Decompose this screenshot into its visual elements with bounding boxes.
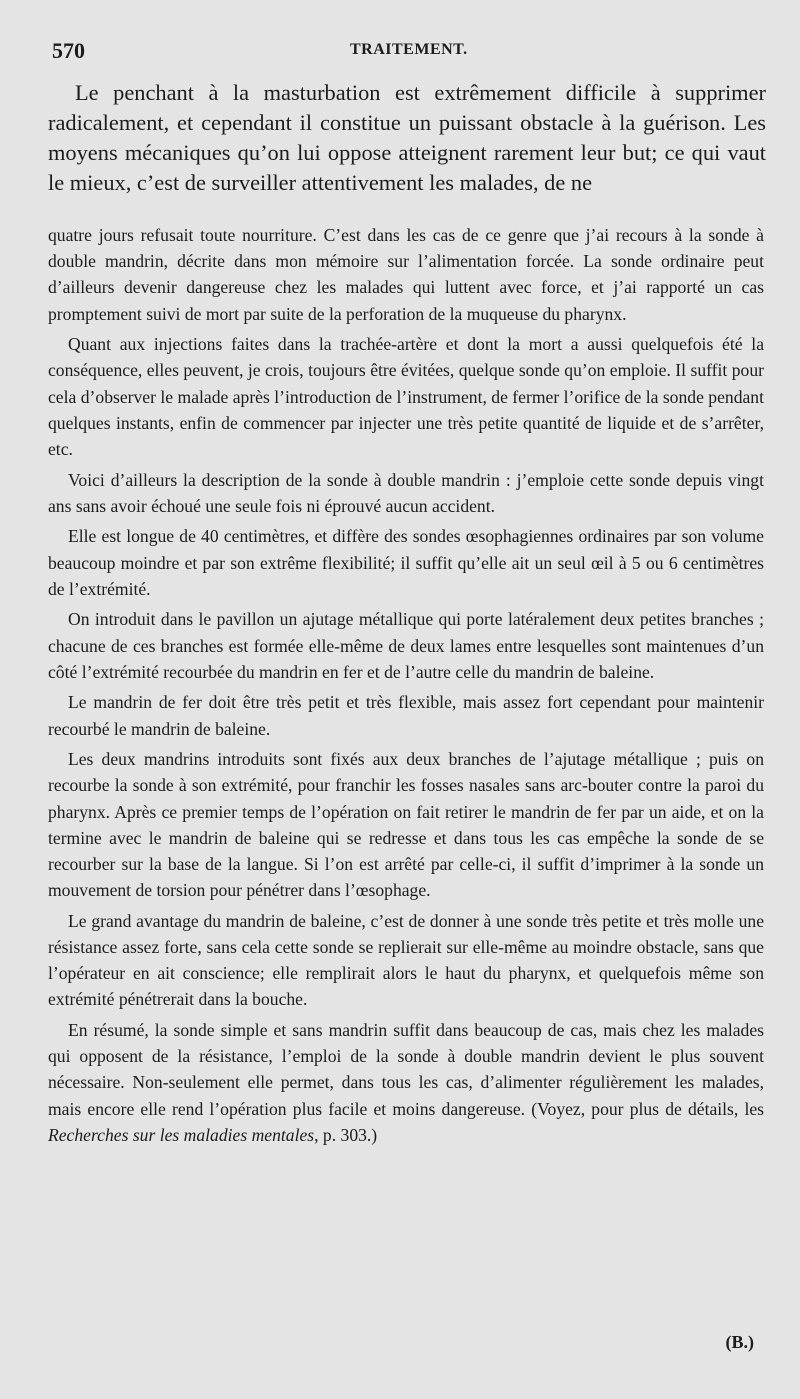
paragraph-4: Elle est longue de 40 centimètres, et diffère des sondes œsophagiennes ordinaires par son volume beaucoup moindre et par son extrême flexibilité; il suffit qu’elle ait un seul œil à 5 ou 6 centimètres de l’extrémité. xyxy=(48,526,764,599)
paragraph-5: On introduit dans le pavillon un ajutage métallique qui porte latéralement deux petites branches ; chacune de ces branches est formée elle-même de deux lames entre lesquelles sont maintenues d’un côté l’extrémité recourbée du mandrin en fer et de l’autre celle du mandrin de baleine. xyxy=(48,609,764,682)
cited-work-title: Recherches sur les maladies mentales xyxy=(48,1124,315,1145)
author-signature: (B.) xyxy=(725,1332,754,1352)
paragraph-9 xyxy=(48,1017,764,1148)
paragraph-2: Quant aux injections faites dans la trachée-artère et dont la mort a aussi quelquefois été la conséquence, elles peuvent, je crois, toujours être évitées, quelque sonde qu’on emploie. Il suffit pour cela d’observer le malade après l’introduction de l’instrument, de fermer l’orifice de la sonde pendant quelques instants, enfin de commencer par injecter une très petite quantité de liquide et de s’arrêter, etc. xyxy=(48,334,764,460)
paragraph-6: Le mandrin de fer doit être très petit et très flexible, mais assez fort cependant pour maintenir recourbé le mandrin de baleine. xyxy=(48,692,764,739)
paragraph-3: Voici d’ailleurs la description de la sonde à double mandrin : j’emploie cette sonde depuis vingt ans sans avoir échoué une seule fois ni éprouvé aucun accident. xyxy=(48,469,764,516)
paragraph-9-text: En résumé, la sonde simple et sans mandrin suffit dans beaucoup de cas, mais chez les malades qui opposent de la résistance, l’emploi de la sonde à double mandrin devient le plus souvent nécessaire. Non-seulement elle permet, dans tous les cas, d’alimenter régulièrement les malades, mais encore elle rend l’opération plus facile et moins dangereuse. (Voyez, pour plus de détails, les xyxy=(48,1020,764,1119)
citation-end: , p. 303.) xyxy=(314,1124,378,1145)
paragraph-7: Les deux mandrins introduits sont fixés aux deux branches de l’ajutage métallique ; puis on recourbe la sonde à son extrémité, pour franchir les fosses nasales sans arc-bouter contre la paroi du pharynx. Après ce premier temps de l’opération on fait retirer le mandrin de fer par un aide, et on la termine avec le mandrin de baleine qui se redresse et dans tous les cas empêche la sonde de se recourber sur la base de la langue. Si l’on est arrêté par celle-ci, il suffit d’imprimer à la sonde un mouvement de torsion pour pénétrer dans l’œsophage. xyxy=(48,749,764,901)
page-number: 570 xyxy=(52,38,85,63)
paragraph-8: Le grand avantage du mandrin de baleine, c’est de donner à une sonde très petite et très molle une résistance assez forte, sans cela cette sonde se replierait sur elle-même au moindre obstacle, sans que l’opérateur en ait conscience; elle remplirait alors le haut du pharynx, et quelquefois même son extrémité pénétrerait dans la bouche. xyxy=(48,910,764,1010)
running-title: TRAITEMENT. xyxy=(350,41,468,58)
body-text xyxy=(48,222,764,1152)
paragraph-1: quatre jours refusait toute nourriture. C’est dans les cas de ce genre que j’ai recours à la sonde à double mandrin, décrite dans mon mémoire sur l’alimentation forcée. La sonde ordinaire peut d’ailleurs devenir dangereuse chez les malades qui luttent avec force, et j’ai rapporté un cas promptement suivi de mort par suite de la perforation de la muqueuse du pharynx. xyxy=(48,225,764,324)
lead-paragraph: Le penchant à la masturbation est extrêmement difficile à supprimer radicalement, et cependant il constitue un puissant obstacle à la guérison. Les moyens mécaniques qu’on lui oppose atteignent rarement leur but; ce qui vaut le mieux, c’est de surveiller attentivement les malades, de ne xyxy=(48,80,766,195)
page-header xyxy=(52,38,760,68)
